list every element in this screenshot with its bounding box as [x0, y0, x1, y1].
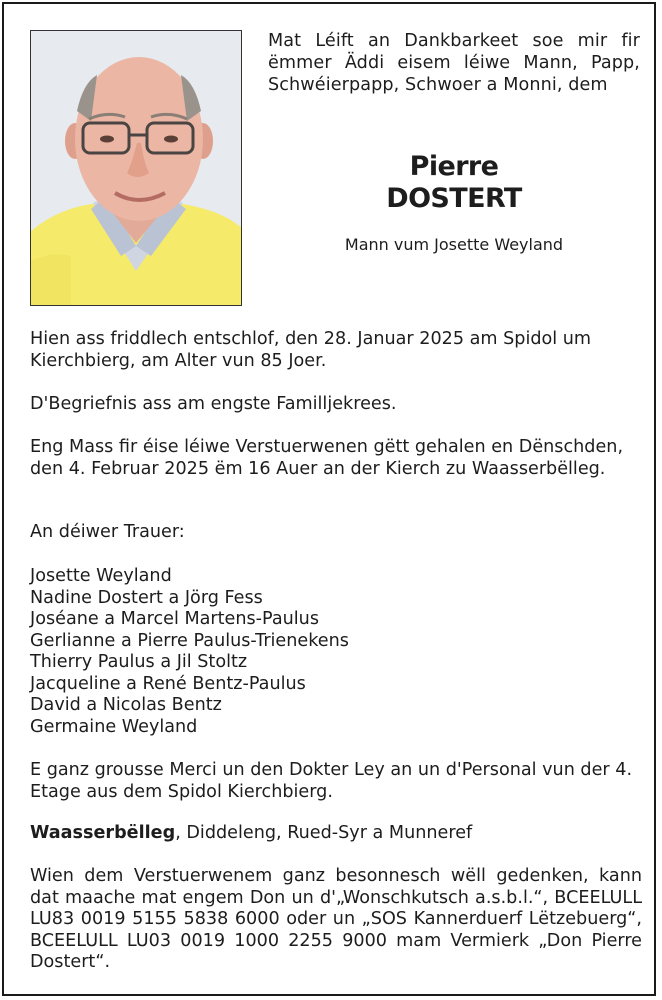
- mourner-item: David a Nicolas Bentz: [30, 695, 222, 715]
- mourner-item: Gerlianne a Pierre Paulus-Trienekens: [30, 630, 349, 651]
- place-main: Waasserbëlleg: [30, 823, 176, 843]
- deceased-last-name: DOSTERT: [386, 183, 522, 214]
- mourner-item: Nadine Dostert a Jörg Fess: [30, 587, 263, 608]
- place-rest: , Diddeleng, Rued-Syr a Munneref: [175, 823, 473, 843]
- deceased-first-name: Pierre: [409, 151, 499, 182]
- deceased-relation: Mann vum Josette Weyland: [344, 235, 564, 254]
- mourners-list: [30, 566, 642, 738]
- mourner-item: Josette Weyland: [30, 566, 172, 586]
- mass-notice: Eng Mass fir éise léiwe Verstuerwenen gëtt gehalen en Dënschden, den 4. Februar 2025 ëm 16 Auer an der Kierch zu Waasserbëlleg.: [30, 437, 624, 479]
- mourning-intro: An déiwer Trauer:: [30, 522, 185, 542]
- thanks-text: E ganz grousse Merci un den Dokter Ley an un d'Personal vun der 4. Etage aus dem Spidol Kierchbierg.: [30, 760, 633, 802]
- portrait-illustration: [31, 31, 242, 306]
- funeral-notice: D'Begriefnis ass am engste Familljekrees.: [30, 394, 397, 414]
- mourner-item: Germaine Weyland: [30, 716, 198, 737]
- places-line: [30, 823, 642, 845]
- intro-text: Mat Léift an Dankbarkeet soe mir fir ëmmer Äddi eisem léiwe Mann, Papp, Schwéierpapp, Schwoer a Monni, dem: [268, 31, 640, 95]
- donation-text: Wien dem Verstuerwenem ganz besonnesch wëll gedenken, kann dat maache mat engem Don un d'„Wonschkutsch a.s.b.l.“, BCEELULL LU83 0019 5155 5838 6000 oder un „SOS Kannerduerf Lëtzebuerg“, BCEELULL LU03 0019 1000 2255 9000 mam Vermierk „Don Pierre Dostert“.: [30, 866, 642, 972]
- mourner-item: Thierry Paulus a Jil Stoltz: [30, 652, 248, 672]
- death-notice: Hien ass friddlech entschlof, den 28. Januar 2025 am Spidol um Kierchbierg, am Alter vun 85 Joer.: [30, 329, 592, 371]
- mourner-item: Jacqueline a René Bentz-Paulus: [30, 673, 306, 694]
- portrait-photo: [30, 30, 242, 306]
- mourner-item: Joséane a Marcel Martens-Paulus: [30, 609, 319, 629]
